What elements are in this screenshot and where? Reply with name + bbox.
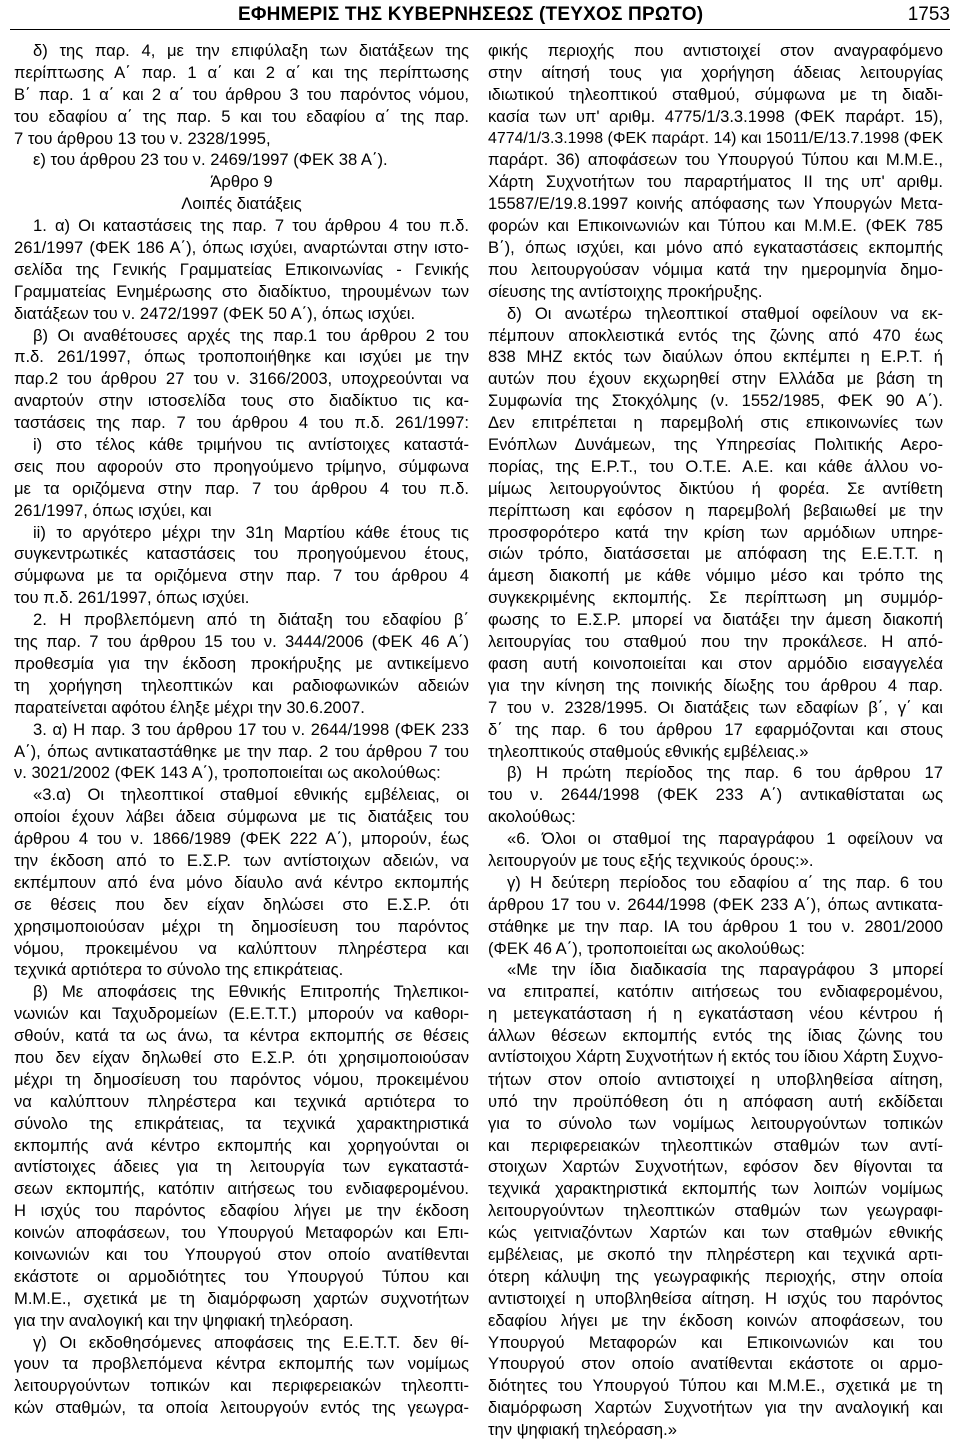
right-column-text-line: και περιφερειακών τηλεοπτικών σταθμών των αντί- bbox=[488, 1135, 943, 1155]
left-column-text-line: οποίοι έχουν λάβει άδεια σύμφωνα με τις διατάξεις του bbox=[14, 807, 469, 827]
right-column-text-line: για την κίνηση της ποινικής δίωξης του άρθρου 4 παρ. bbox=[488, 675, 943, 695]
right-column-text-line: αντιστοιχεί η υποβληθείσα αίτηση. Η ισχύς του παρόντος bbox=[488, 1288, 943, 1308]
left-column-text-line: 261/1997 (ΦΕΚ 186 Α΄), όπως ισχύει, αναρτώνται στην ιστο- bbox=[14, 238, 469, 258]
left-column-text-line: διατάξεων του ν. 2472/1997 (ΦΕΚ 50 Α΄), όπως ισχύει. bbox=[14, 303, 416, 323]
right-column-text-line: (ΦΕΚ 46 Α΄), τροποποιείται ως ακολούθως: bbox=[488, 938, 805, 958]
right-column-text-line: διαμόρφωση Χαρτών Συχνοτήτων για την αναλογική και bbox=[488, 1398, 943, 1418]
right-column-text-line: εδαφίου λήγει με την έκδοση κοινών αποφάσεων, του bbox=[488, 1310, 943, 1330]
right-column-text-line: φορών και Επικοινωνιών και Τύπου και Μ.Μ.Ε. (ΦΕΚ 785 bbox=[488, 216, 943, 236]
left-column-text-line: Α΄), όπως αντικαταστάθηκε με την παρ. 2 του άρθρου 7 του bbox=[14, 741, 469, 761]
right-column-text-line: πορίας, της Ε.Ρ.Τ., του Ο.Τ.Ε. Α.Ε. και κάθε άλλου νο- bbox=[488, 456, 943, 476]
left-column-text-line: μέχρι τη δημοσίευση του παρόντος νόμου, προκειμένου bbox=[14, 1069, 469, 1089]
right-column-text-line: στοιχων Χαρτών Συχνοτήτων, εφόσον δεν θίγονται τα bbox=[488, 1157, 943, 1177]
right-column-text-line: τήτων στον οποίο αντιστοιχεί η υποβληθείσα αίτηση, bbox=[488, 1069, 943, 1089]
right-column-text-line: η μετεγκατάσταση ή η εγκατάσταση νέου κέντρου ή bbox=[488, 1004, 943, 1024]
right-column-text-line: κώς γειτνιαζόντων Χαρτών και των σταθμών εθνικής bbox=[488, 1223, 943, 1243]
right-column-text-line: λειτουργούντων τηλεοπτικών σταθμών των γεωγραφι- bbox=[488, 1201, 943, 1221]
right-column-text-line: φωσης το Ε.Σ.Ρ. μπορεί να διατάξει την άμεση διακοπή bbox=[488, 610, 943, 630]
right-column-text-line: περίπτωση και εφόσον η παρεμβολή βεβαιωθεί με την bbox=[488, 500, 943, 520]
left-column-text-line: αναρτούν στην ιστοσελίδα τους στο διαδίκτυο τις κα- bbox=[14, 391, 469, 411]
left-column-text-line: Άρθρο 9 bbox=[210, 172, 273, 192]
page-number: 1753 bbox=[907, 4, 950, 25]
left-column-text-line: σελίδα της Γενικής Γραμματείας Επικοινωνίας - Γενικής bbox=[14, 259, 469, 279]
left-column-text-line: γουν τα προβλεπόμενα κέντρα εκπομπής των νομίμως bbox=[14, 1354, 469, 1374]
right-column-text-line: αυτών που έχουν εκχωρηθεί στην Ελλάδα με βάση τη bbox=[488, 369, 943, 389]
right-column-text-line: φικής περιοχής που αντιστοιχεί στον αναγραφόμενο bbox=[488, 41, 943, 60]
left-column-text-line: συγκεντρωτικές καταστάσεις του προηγούμενου έτους, bbox=[14, 544, 469, 564]
right-column-text-line: «6. Όλοι οι σταθμοί της παραγράφου 1 οφείλουν να bbox=[507, 829, 943, 849]
right-column-text-line: διότητες του Υπουργού Τύπου και Μ.Μ.Ε., σχετικά με τη bbox=[488, 1376, 943, 1396]
left-column-text-line: παρ.2 του άρθρου 27 του ν. 3166/2003, υποχρεούνται να bbox=[14, 369, 469, 389]
left-column-text-line: γ) Οι εκδοθησόμενες αποφάσεις της Ε.Ε.Τ.Τ. δεν θί- bbox=[33, 1332, 469, 1352]
right-column-text-line: εμβέλειας, με σκοπό την πληρέστερη και τεχνικά αρτι- bbox=[488, 1244, 943, 1264]
right-column-text-line: άρθρου 17 του ν. 2644/1998 (ΦΕΚ 233 Α΄), όπως αντικατα- bbox=[488, 894, 943, 914]
left-column-text-line: σθούν, κατά τα ως άνω, τα κέντρα εκπομπής σε θέσεις bbox=[14, 1026, 469, 1046]
left-column-text-line: σύμφωνα με τα οριζόμενα στην παρ. 7 του άρθρου 4 bbox=[14, 566, 469, 586]
right-column-text-line: 15587/Ε/19.8.1997 κοινής απόφασης των Υπουργών Μετα- bbox=[488, 194, 943, 214]
left-column-text-line: εκάστοτε οι αρμοδιότητες του Υπουργού Τύπου και bbox=[14, 1266, 469, 1286]
right-column-text-line: 4774/1/3.3.1998 (ΦΕΚ παράρτ. 14) και 15011/Ε/13.7.1998 (ΦΕΚ bbox=[488, 129, 943, 147]
right-column-text-line: «Με την ίδια διαδικασία της παραγράφου 3 μπορεί bbox=[507, 960, 943, 980]
left-column-text-line: περίπτωσης Α΄ παρ. 1 α΄ και 2 α΄ και της περίπτωσης bbox=[14, 62, 469, 82]
right-column bbox=[488, 40, 943, 1441]
right-column-text-line: πέμπουν αποκλειστικά εντός της ζώνης από 470 έως bbox=[488, 325, 943, 345]
left-column-text-line: κών σταθμών, τα οποία λειτουργούν εντός της γεωγρα- bbox=[14, 1398, 469, 1418]
left-column-text-line: i) στο τέλος κάθε τριμήνου τις αντίστοιχες καταστά- bbox=[33, 435, 469, 455]
right-column-text-line: άλλων θέσεων εκπομπής εντός της ίδιας ζώνης του bbox=[488, 1026, 943, 1046]
right-column-text-line: Δεν επιτρέπεται η παρεμβολή στις επικοινωνίες των bbox=[488, 413, 943, 433]
right-column-text-line: σιών τρόπο, διατάσσεται με απόφαση της Ε.Ε.Τ.Τ. η bbox=[488, 544, 943, 564]
left-column-text-line: ε) του άρθρου 23 του ν. 2469/1997 (ΦΕΚ 38 Α΄). bbox=[33, 150, 388, 170]
left-column-text-line: 2. Η προβλεπόμενη από τη διάταξη του εδαφίου β΄ bbox=[33, 610, 469, 630]
left-column-text-line: νωνιών και Ταχυδρομείων (Ε.Ε.Τ.Τ.) μπορούν να καθορι- bbox=[14, 1004, 469, 1024]
left-column-text-line: της παρ. 7 του άρθρου 15 του ν. 3444/2006 (ΦΕΚ 46 Α΄) bbox=[14, 632, 469, 652]
left-column-text-line: αντίστοιχες άδειες για τη λειτουργία των εγκαταστά- bbox=[14, 1157, 469, 1177]
right-column-text-line: Ενόπλων Δυνάμεων, της Υπηρεσίας Πολιτικής Αερο- bbox=[488, 435, 943, 455]
left-column-text-line: β) Με αποφάσεις της Εθνικής Επιτροπής Τηλεπικοι- bbox=[33, 982, 469, 1002]
right-column-text-line: κασία των υπ' αριθμ. 4775/1/3.3.1998 (ΦΕΚ παράρτ. 15), bbox=[488, 106, 943, 126]
left-column-text-line: 261/1997, όπως ισχύει, και bbox=[14, 500, 212, 520]
left-column-text-line: σε θέσεις που δεν είχαν δηλώσει στο Ε.Σ.Ρ. ότι bbox=[14, 894, 469, 914]
left-column-text-line: ταστάσεις της παρ. 7 του άρθρου 4 του π.δ. 261/1997: bbox=[14, 413, 469, 433]
right-column-text-line: υπό την προϋπόθεση ότι η απόφαση αυτή εκδίδεται bbox=[488, 1091, 943, 1111]
left-column-text-line: λειτουργούντων τοπικών και περιφερειακών τηλεοπτι- bbox=[14, 1376, 469, 1396]
page-header bbox=[0, 0, 960, 28]
right-column-text-line: 838 MHZ εκτός των διαύλων όπου εκπέμπει η Ε.Ρ.Τ. ή bbox=[488, 347, 943, 367]
left-column-text-line: ν. 3021/2002 (ΦΕΚ 143 Α΄), τροποποιείται ως ακολούθως: bbox=[14, 763, 441, 783]
left-column-text-line: Λοιπές διατάξεις bbox=[181, 194, 302, 214]
right-column-text-line: την ψηφιακή τηλεόραση.» bbox=[488, 1420, 677, 1440]
right-column-text-line: προσφορότερο κατά την κρίση των αρμόδιων υπηρε- bbox=[488, 522, 943, 542]
right-column-text-line: του ν. 2644/1998 (ΦΕΚ 233 Α΄) αντικαθίσταται ως bbox=[488, 785, 943, 805]
left-column-text-line: την έκδοση από το Ε.Σ.Ρ. των αντίστοιχων αδειών, να bbox=[14, 850, 469, 870]
right-column-text-line: ακολούθως: bbox=[488, 807, 576, 827]
right-column-text-line: παράρτ. 36) αποφάσεων του Υπουργού Τύπου και Μ.Μ.Ε., bbox=[488, 150, 943, 170]
left-column-text-line: παρατείνεται αφότου έληξε μέχρι την 30.6.2007. bbox=[14, 697, 365, 717]
left-column-text-line: σεων εκπομπής, κατόπιν αιτήσεως του ενδιαφερομένου. bbox=[14, 1179, 469, 1199]
left-column-text-line: σεις που αφορούν στο προηγούμενο τρίμηνο, σύμφωνα bbox=[14, 456, 469, 476]
left-column-text-line: σύνολο της επικράτειας, τα τεχνικά χαρακτηριστικά bbox=[14, 1113, 469, 1133]
left-column-text-line: του εδαφίου α΄ της παρ. 5 και του εδαφίου α΄ της παρ. bbox=[14, 106, 469, 126]
right-column-text-line: να επιτραπεί, κατόπιν αιτήσεως του ενδιαφερομένου, bbox=[488, 982, 943, 1002]
right-column-text-line: που λειτουργούσαν νόμιμα κατά την ημερομηνία δημο- bbox=[488, 259, 943, 279]
right-column-text-line: φαση αυτή κοινοποιείται και στον αρμόδιο εισαγγελέα bbox=[488, 653, 943, 673]
left-column-text-line: άρθρου 4 του ν. 1866/1989 (ΦΕΚ 222 Α΄), μπορούν, έως bbox=[14, 829, 469, 849]
right-column-text-line: μίμως λειτουργούντος δικτύου ή φορέα. Σε αντίθετη bbox=[488, 478, 943, 498]
right-column-text-line: στάθηκε με την παρ. ΙΑ του άρθρου 1 του ν. 2801/2000 bbox=[488, 916, 943, 936]
right-column-text-line: στην αίτησή τους για χορήγηση άδειας λειτουργίας bbox=[488, 62, 943, 82]
left-column-text-line: 1. α) Οι καταστάσεις της παρ. 7 του άρθρου 4 του π.δ. bbox=[33, 216, 469, 236]
right-column-text-line: Χάρτη Συχνοτήτων του παραρτήματος ΙΙ της υπ' αριθμ. bbox=[488, 172, 943, 192]
left-column-text-line: κοινών αποφάσεων, του Υπουργού Μεταφορών και Επι- bbox=[14, 1223, 469, 1243]
left-column-text-line: του π.δ. 261/1997, όπως ισχύει. bbox=[14, 588, 250, 608]
left-column-text-line: Β΄ παρ. 1 α΄ και 2 α΄ του άρθρου 3 του παρόντος νόμου, bbox=[14, 84, 469, 104]
right-column-text-line: αντίστοιχου Χάρτη Συχνοτήτων ή εκτός του ίδιου Χάρτη Συχνο- bbox=[488, 1047, 944, 1066]
left-column-text-line: κοινωνιών και του Υπουργού στον οποίο ανατίθενται bbox=[14, 1244, 469, 1264]
left-column-text-line: β) Οι αναθέτουσες αρχές της παρ.1 του άρθρου 2 του bbox=[33, 325, 469, 345]
left-column-text-line: «3.α) Οι τηλεοπτικοί σταθμοί εθνικής εμβέλειας, οι bbox=[33, 785, 469, 805]
left-column-text-line: προθεσμία για την έκδοση προκήρυξης με αντικείμενο bbox=[14, 653, 469, 673]
left-column-text-line: τεχνικά αρτιότερα το σύνολο της επικράτειας. bbox=[14, 960, 344, 980]
right-column-text-line: Συμφωνία της Στοκχόλμης (ν. 1552/1985, ΦΕΚ 90 Α΄). bbox=[488, 391, 943, 411]
right-column-text-line: άμεση διακοπή με κάθε νόμιμο μέσο και τρόπο της bbox=[488, 566, 943, 586]
left-column-text-line: νόμου, προκειμένου να καλύπτουν πληρέστερα και bbox=[14, 938, 469, 958]
right-column-text-line: λειτουργίας του σταθμού που την προκάλεσε. Η από- bbox=[488, 632, 943, 652]
left-column-text-line: 3. α) Η παρ. 3 του άρθρου 17 του ν. 2644/1998 (ΦΕΚ 233 bbox=[33, 719, 469, 739]
right-column-text-line: τεχνικά χαρακτηριστικά εκπομπής των λοιπών νομίμως bbox=[488, 1179, 943, 1199]
right-column-text-line: ιδιωτικού τηλεοπτικού σταθμού, σύμφωνα με τη διαδι- bbox=[488, 84, 943, 104]
right-column-text-line: Β΄), όπως ισχύει, και μόνο από εγκαταστάσεις εκπομπής bbox=[488, 238, 943, 258]
right-column-text-line: δ) Οι ανωτέρω τηλεοπτικοί σταθμοί οφείλουν να εκ- bbox=[507, 303, 943, 323]
right-column-text-line: Υπουργού στον οποίο ανατίθενται εκάστοτε οι αρμο- bbox=[488, 1354, 943, 1374]
gazette-title: ΕΦΗΜΕΡΙΣ ΤΗΣ ΚΥΒΕΡΝΗΣΕΩΣ (ΤΕΥΧΟΣ ΠΡΩΤΟ) bbox=[238, 4, 704, 25]
right-column-text-line: 7 του ν. 2328/1995. Οι διατάξεις των εδαφίων β΄, γ΄ και bbox=[488, 697, 943, 717]
right-column-text-line: σίευσης της αντίστοιχης προκήρυξης. bbox=[488, 281, 763, 301]
left-column-text-line: Η ισχύς του παρόντος εδαφίου λήγει με την έκδοση bbox=[14, 1201, 469, 1221]
left-column-text-line: να καλύπτουν πληρέστερα και τεχνικά αρτιότερα το bbox=[14, 1091, 469, 1111]
left-column-text-line: Μ.Μ.Ε., σχετικά με τη διαμόρφωση χαρτών συχνοτήτων bbox=[14, 1288, 469, 1308]
right-column-text-line: τηλεοπτικούς σταθμούς εθνικής εμβέλειας.» bbox=[488, 741, 809, 761]
left-column-text-line: εκπέμπουν από ένα μόνο δίαυλο ανά κέντρο εκπομπής bbox=[14, 872, 469, 892]
right-column-text-line: συγκεκριμένης εκπομπής. Σε περίπτωση μη συμμόρ- bbox=[488, 588, 943, 608]
right-column-text-line: γ) Η δεύτερη περίοδος του εδαφίου α΄ της παρ. 6 του bbox=[507, 872, 943, 892]
right-column-text-line: ότερη κάλυψη της γεωγραφικής περιοχής, στην οποία bbox=[488, 1266, 943, 1286]
left-column-text-line: π.δ. 261/1997, όπως τροποποιήθηκε και ισχύει με την bbox=[14, 347, 469, 367]
left-column-text-line: 7 του άρθρου 13 του ν. 2328/1995, bbox=[14, 128, 271, 148]
right-column-text-line: β) Η πρώτη περίοδος της παρ. 6 του άρθρου 17 bbox=[507, 763, 943, 783]
left-column-text-line: δ) της παρ. 4, με την επιφύλαξη των διατάξεων της bbox=[33, 41, 469, 60]
left-column-text-line: τη χορήγηση τηλεοπτικών και ραδιοφωνικών αδειών bbox=[14, 675, 469, 695]
left-column-text-line: χρησιμοποιούσαν μέχρι τη δημοσίευση του παρόντος bbox=[14, 916, 469, 936]
left-column-text-line: που δεν είχαν δηλωθεί στο Ε.Σ.Ρ. ότι χρησιμοποιούσαν bbox=[14, 1047, 469, 1067]
left-column-text-line: εκπομπής ανά κέντρο εκπομπής και χορηγούνται οι bbox=[14, 1135, 469, 1155]
right-column-text-line: για το σύνολο των νομίμως λειτουργούντων τοπικών bbox=[488, 1113, 943, 1133]
left-column bbox=[14, 40, 469, 1419]
right-column-text-line: λειτουργούν με τους εξής τεχνικούς όρους:». bbox=[488, 850, 814, 870]
right-column-text-line: Υπουργού Μεταφορών και Επικοινωνιών και του bbox=[488, 1332, 943, 1352]
left-column-text-line: για την αναλογική και την ψηφιακή τηλεόραση. bbox=[14, 1310, 354, 1330]
right-column-text-line: δ΄ της παρ. 6 του άρθρου 17 εφαρμόζονται και στους bbox=[488, 719, 943, 739]
header-rule bbox=[10, 29, 950, 30]
left-column-text-line: ii) το αργότερο μέχρι την 31η Μαρτίου κάθε έτους τις bbox=[33, 522, 469, 542]
left-column-text-line: με τα οριζόμενα στην παρ. 7 του άρθρου 4 του π.δ. bbox=[14, 478, 469, 498]
left-column-text-line: Γραμματείας Ενημέρωσης στο διαδίκτυο, τηρουμένων των bbox=[14, 281, 469, 301]
